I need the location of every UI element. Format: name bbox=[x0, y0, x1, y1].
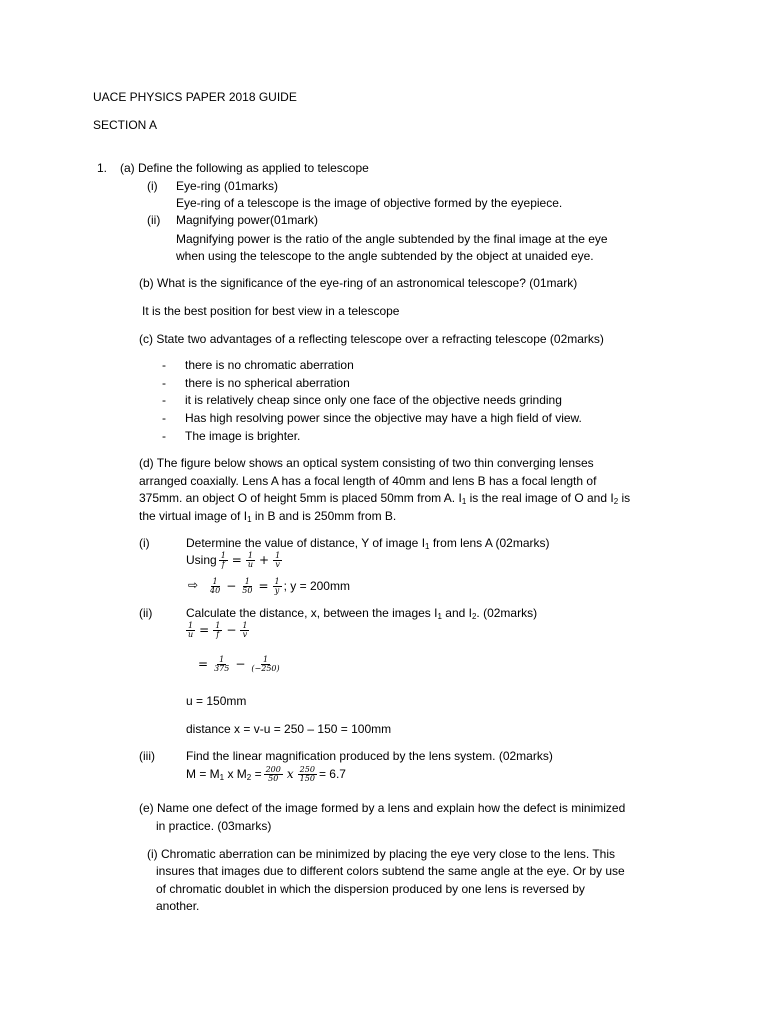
q1c-bullet: there is no spherical aberration bbox=[185, 376, 350, 390]
q1d-ii-label: (ii) bbox=[139, 606, 153, 620]
q1c-bullet: Has high resolving power since the objective may have a high field of view. bbox=[185, 411, 582, 425]
u-formula: $\frac{1}{u}$ = $\frac{1}{f}$ − $\frac{1}{v}$ bbox=[188, 621, 248, 640]
q1a-i-label: (i) bbox=[147, 179, 158, 193]
q1c-prompt: (c) State two advantages of a reflecting telescope over a refracting telescope (02marks) bbox=[139, 332, 604, 346]
q1d-iii-text: Find the linear magnification produced by the lens system. (02marks) bbox=[186, 749, 553, 763]
bullet-dash: - bbox=[162, 376, 166, 390]
q1a-i-text: Eye-ring (01marks) bbox=[176, 179, 279, 193]
q1e-answer-line3: of chromatic doublet in which the dispersion produced by one lens is reversed by bbox=[156, 882, 585, 896]
u-result: u = 150mm bbox=[186, 694, 247, 708]
bullet-dash: - bbox=[162, 393, 166, 407]
question-number: 1. bbox=[97, 161, 108, 175]
implies-arrow-icon: ⇨ bbox=[188, 578, 199, 592]
q1b-answer: It is the best position for best view in a telescope bbox=[142, 304, 400, 318]
q1e-prompt-line1: (e) Name one defect of the image formed by a lens and explain how the defect is minimized bbox=[139, 801, 626, 815]
q1d-i-text: Determine the value of distance, Y of image $I_1$ from lens A (02marks) bbox=[186, 536, 550, 551]
y-calculation: $\frac{1}{40}$ − $\frac{1}{50}$ = $\frac{1}{y}$ ; y = 200mm bbox=[210, 577, 350, 596]
bullet-dash: - bbox=[162, 411, 166, 425]
q1c-bullet: there is no chromatic aberration bbox=[185, 358, 354, 372]
lens-formula: Using $\frac{1}{f}$ = $\frac{1}{u}$ + $\frac{1}{v}$ bbox=[186, 551, 281, 570]
magnification-result: $M = M_1$ x $M_2$ = $\frac{200}{50}$ x $\frac{250}{150}$ = 6.7 bbox=[186, 765, 346, 784]
section-heading: SECTION A bbox=[93, 118, 158, 132]
q1d-ii-text: Calculate the distance, x, between the images $I_1$ and $I_2$. (02marks) bbox=[186, 606, 538, 621]
q1d-line1: (d) The figure below shows an optical system consisting of two thin converging lenses bbox=[139, 456, 594, 470]
q1a-i-answer: Eye-ring of a telescope is the image of objective formed by the eyepiece. bbox=[176, 196, 563, 210]
q1e-answer-line1: (i) Chromatic aberration can be minimized by placing the eye very close to the lens. This bbox=[147, 847, 615, 861]
q1e-answer-line4: another. bbox=[156, 899, 200, 913]
document-title: UACE PHYSICS PAPER 2018 GUIDE bbox=[93, 90, 297, 104]
q1a-ii-answer-line1: Magnifying power is the ratio of the angle subtended by the final image at the eye bbox=[176, 232, 608, 246]
q1a-ii-label: (ii) bbox=[147, 213, 161, 227]
q1d-line4: the virtual image of $I_1$ in B and is 250mm from B. bbox=[139, 509, 397, 524]
distance-result: distance x = v-u = 250 – 150 = 100mm bbox=[186, 722, 392, 736]
q1e-answer-line2: insures that images due to different colors subtend the same angle at the eye. Or by use bbox=[156, 864, 625, 878]
u-substitution: = $\frac{1}{375}$ − $\frac{1}{(-250)}$ bbox=[198, 655, 280, 674]
bullet-dash: - bbox=[162, 358, 166, 372]
q1a-prompt: (a) Define the following as applied to telescope bbox=[120, 161, 369, 175]
q1a-ii-answer-line2: when using the telescope to the angle subtended by the object at unaided eye. bbox=[176, 249, 594, 263]
q1d-line3: 375mm. an object O of height 5mm is placed 50mm from A. $I_1$ is the real image of O and $I_2$ is bbox=[139, 491, 631, 506]
q1e-prompt-line2: in practice. (03marks) bbox=[156, 819, 272, 833]
q1d-i-label: (i) bbox=[139, 536, 150, 550]
q1d-line2: arranged coaxially. Lens A has a focal length of 40mm and lens B has a focal length of bbox=[139, 474, 597, 488]
q1a-ii-text: Magnifying power(01mark) bbox=[176, 213, 319, 227]
q1b-prompt: (b) What is the significance of the eye-ring of an astronomical telescope? (01mark) bbox=[139, 276, 578, 290]
bullet-dash: - bbox=[162, 429, 166, 443]
q1d-iii-label: (iii) bbox=[139, 749, 155, 763]
q1c-bullet: The image is brighter. bbox=[185, 429, 301, 443]
q1c-bullet: it is relatively cheap since only one face of the objective needs grinding bbox=[185, 393, 562, 407]
